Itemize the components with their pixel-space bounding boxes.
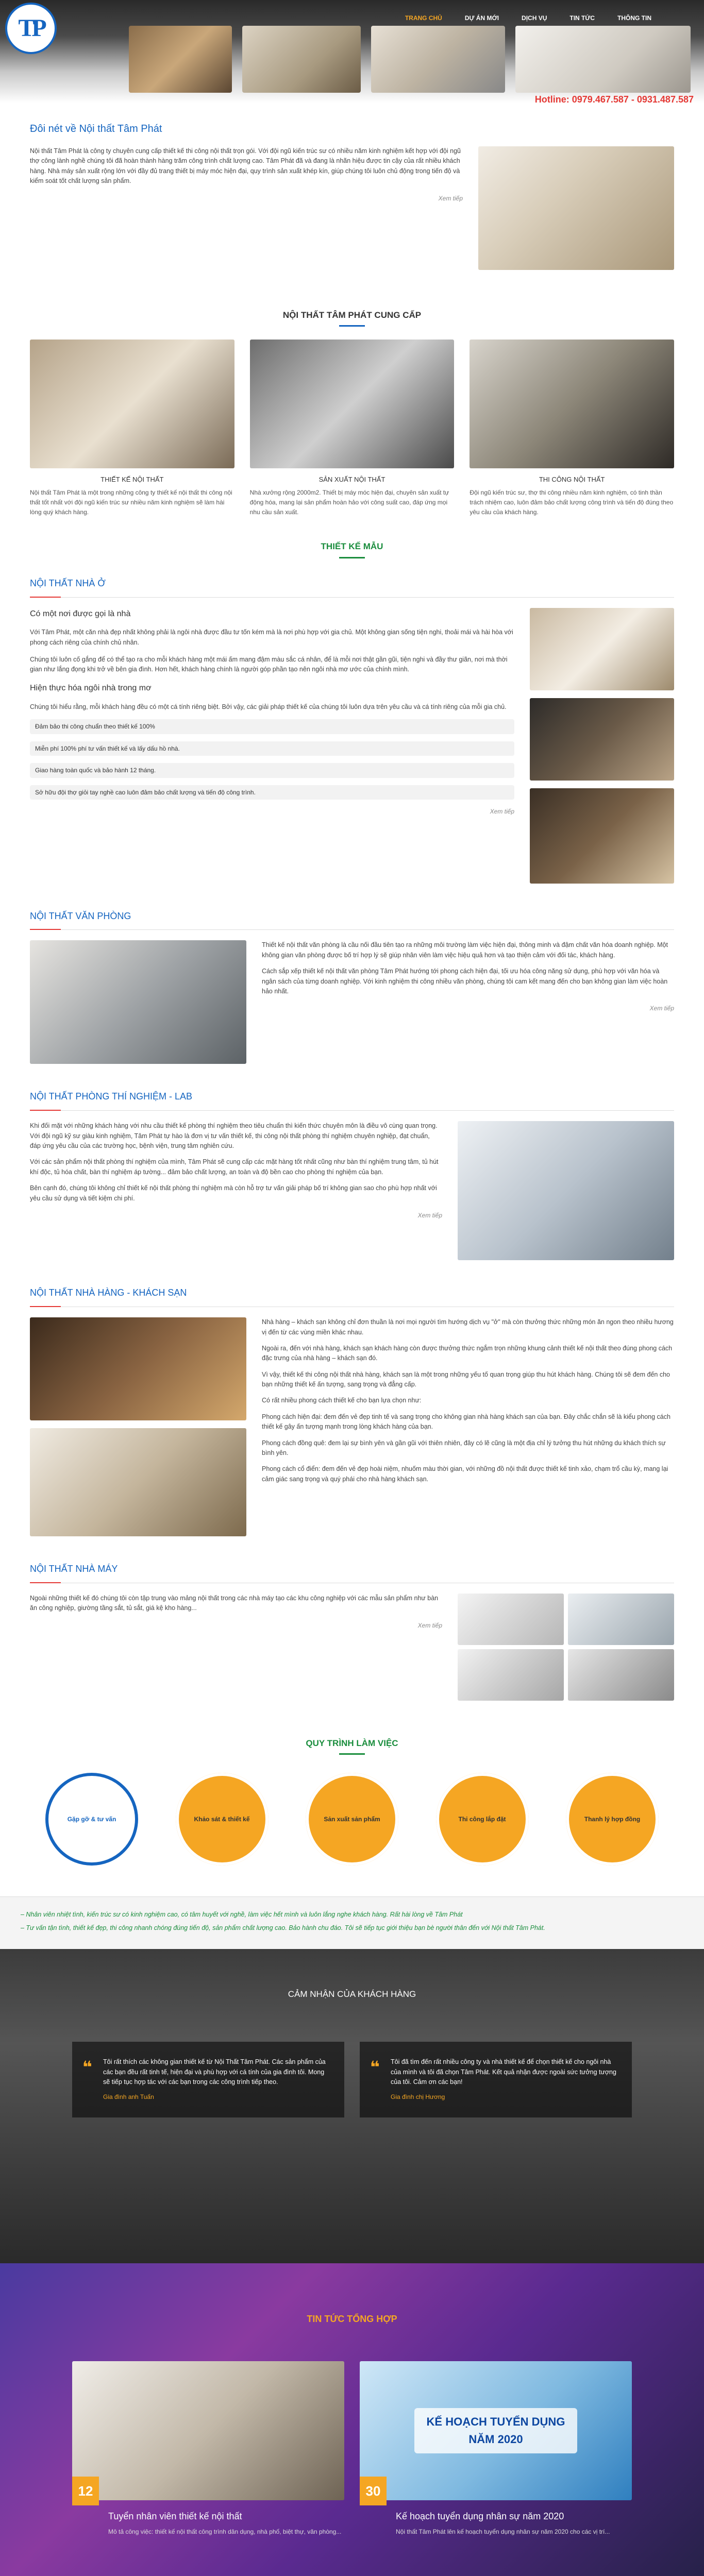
main-nav	[394, 9, 663, 27]
site-logo[interactable]	[5, 3, 57, 54]
list-item: Đảm bảo thi công chuẩn theo thiết kế 100%	[30, 719, 514, 734]
testimonial-name: Gia đình chị Hương	[391, 2093, 445, 2101]
hotel-paragraph: Phong cách cổ điển: đem đến vẻ đẹp hoài niệm, nhuốm màu thời gian, với những đồ nội thất được thiết kế tinh xảo, chạm trổ cầu kỳ, mang lại cảm giác sang trọng và quý phái cho nhà hàng khách sạn.	[262, 1465, 668, 1483]
news-section	[0, 2263, 704, 2576]
quote-text: – Nhân viên nhiệt tình, kiến trúc sư có kinh nghiệm cao, có tâm huyết với nghề, làm việc hết mình và luôn lắng nghe khách hàng. Rất hài lòng về Tâm Phát	[21, 1911, 463, 1919]
house-feature-list	[30, 719, 514, 800]
service-image	[250, 340, 455, 468]
testimonials-section	[0, 1949, 704, 2263]
intro-section	[30, 103, 674, 288]
nav-projects[interactable]: DỰ ÁN MỚI	[464, 14, 499, 22]
nav-info[interactable]: THÔNG TIN	[617, 14, 651, 22]
house-subtitle: Có một nơi được gọi là nhà	[30, 609, 131, 618]
list-item: Miễn phí 100% phí tư vấn thiết kế và lấy dấu hồ nhà.	[30, 741, 514, 756]
hotel-paragraph: Nhà hàng – khách sạn không chỉ đơn thuần là nơi mọi người tìm hướng dịch vụ "ở" mà còn thưởng thức những món ăn ngon theo nhiều hương vị đến từ các vùng miền khác nhau.	[262, 1318, 674, 1336]
service-text: Đội ngũ kiến trúc sư, thợ thi công nhiều năm kinh nghiệm, có tinh thần trách nhiệm cao, luôn đảm bảo chất lượng công trình và tiến độ đúng theo yêu cầu của khách hàng.	[470, 489, 674, 516]
list-item: Giao hàng toàn quốc và bảo hành 12 tháng.	[30, 763, 514, 778]
service-title: THI CÔNG NỘI THẤT	[539, 476, 605, 484]
header-photo-4	[515, 26, 691, 93]
hotel-paragraph: Phong cách đồng quê: đem lại sự bình yên và gần gũi với thiên nhiên, đây có lẽ cũng là một địa chỉ lý tưởng thu hút những du khách thích sự bình yên.	[262, 1439, 666, 1456]
factory-heading[interactable]: NỘI THẤT NHÀ MÁY	[30, 1562, 674, 1583]
header-photo-3	[371, 26, 505, 93]
office-paragraph: Thiết kế nội thất văn phòng là cầu nối đầu tiên tạo ra những môi trường làm việc hiện đại, thông minh và đậm chất văn hóa doanh nghiệp. Một không gian văn phòng được bố trí hợp lý sẽ giúp nhân viên làm việc hiệu quả hơn và tạo thiện cảm với đối tác, khách hàng.	[262, 941, 668, 959]
hotel-image	[30, 1428, 246, 1536]
quote-bar	[0, 1896, 704, 1949]
hotel-heading[interactable]: NỘI THẤT NHÀ HÀNG - KHÁCH SẠN	[30, 1286, 674, 1307]
site-header	[0, 0, 704, 103]
house-image	[530, 698, 674, 781]
lab-image	[458, 1121, 674, 1260]
factory-image	[568, 1649, 674, 1701]
news-headline[interactable]: Kế hoạch tuyển dụng nhân sự năm 2020	[396, 2511, 564, 2522]
models-title: THIẾT KẾ MẪU	[321, 541, 383, 552]
hotel-paragraph: Có rất nhiều phong cách thiết kế cho bạn lựa chọn như:	[262, 1397, 422, 1404]
title-underline	[339, 1753, 365, 1755]
factory-section	[30, 1562, 674, 1701]
hotel-section	[30, 1286, 674, 1544]
house-image	[530, 608, 674, 690]
service-image	[470, 340, 674, 468]
news-image	[360, 2361, 632, 2500]
lab-paragraph: Bên cạnh đó, chúng tôi không chỉ thiết kế nội thất phòng thí nghiệm mà còn hỗ trợ tư vấn giải pháp bố trí không gian sao cho phù hợp nhất với yêu cầu sử dụng và tiết kiệm chi phí.	[30, 1184, 437, 1202]
office-more-link[interactable]: Xem tiếp	[649, 1005, 674, 1012]
news-excerpt: Mô tả công việc: thiết kế nội thất công trình dân dụng, nhà phố, biệt thự, văn phòng...	[108, 2528, 342, 2536]
factory-paragraph: Ngoài những thiết kế đó chúng tôi còn tập trung vào mảng nội thất trong các nhà máy tạo các khu công nghiệp với các mẫu sản phẩm như bàn ăn công nghiệp, giường tầng sắt, tủ sắt, giá kệ kho hàng...	[30, 1595, 439, 1612]
news-date: 12	[72, 2477, 99, 2505]
house-image	[530, 788, 674, 884]
testimonial-name: Gia đình anh Tuấn	[103, 2093, 154, 2101]
intro-text: Nội thất Tâm Phát là công ty chuyên cung cấp thiết kế thi công nội thất trọn gói. Với đội ngũ kiến trúc sư có nhiều năm kinh nghiệm kết hợp với đội ngũ thợ công lành nghề chúng tôi đã hoàn thành hàng trăm công trình chất lượng cao. Tâm Phát đã và đang là nhãn hiệu được tin cậy của rất nhiều khách hàng. Nhà máy sản xuất rộng lớn với đầy đủ trang thiết bị máy móc hiện đại, quy trình sản xuất khép kín, giúp chúng tôi luôn chủ động trong tiến độ và kiểm soát tốt chất lượng sản phẩm.	[30, 147, 461, 185]
intro-more-link[interactable]: Xem tiếp	[438, 194, 463, 202]
news-image	[72, 2361, 344, 2500]
lab-section	[30, 1090, 674, 1268]
news-card[interactable]	[72, 2361, 344, 2536]
nav-services[interactable]: DỊCH VỤ	[522, 14, 547, 22]
title-underline	[339, 557, 365, 558]
news-date: 30	[360, 2477, 387, 2505]
news-card[interactable]	[360, 2361, 632, 2536]
testimonial-card	[360, 2042, 632, 2117]
testimonial-card	[72, 2042, 344, 2117]
service-title: THIẾT KẾ NỘI THẤT	[100, 476, 164, 484]
factory-image	[568, 1594, 674, 1645]
office-heading[interactable]: NỘI THẤT VĂN PHÒNG	[30, 909, 674, 930]
header-hotline[interactable]: Hotline: 0979.467.587 - 0931.487.587	[534, 94, 694, 103]
house-more-link[interactable]: Xem tiếp	[490, 808, 514, 816]
lab-paragraph: Với các sản phẩm nội thất phòng thí nghiệm của mình, Tâm Phát sẽ cung cấp các mặt hàng tốt nhất cũng như bàn thí nghiệm trung tâm, tủ hút khí độc, tủ hóa chất, bàn thí nghiệm áp tường... đảm bảo chất lượng, an toàn và độ bền cao cho phòng thí nghiệm của bạn.	[30, 1158, 439, 1176]
hotel-image	[30, 1317, 246, 1420]
intro-title: Đôi nét về Nội thất Tâm Phát	[30, 123, 162, 134]
factory-image	[458, 1649, 564, 1701]
quote-icon: ❝	[370, 2058, 380, 2077]
news-title: TIN TỨC TỔNG HỢP	[307, 2314, 397, 2325]
logo-text: TP	[18, 14, 44, 42]
factory-more-link[interactable]: Xem tiếp	[417, 1621, 442, 1629]
service-card[interactable]	[470, 340, 674, 517]
list-item: Sở hữu đội thợ giỏi tay nghề cao luôn đảm bảo chất lượng và tiến độ công trình.	[30, 785, 514, 800]
house-features-text: Chúng tôi hiểu rằng, mỗi khách hàng đều có một cá tính riêng biệt. Bởi vậy, các giải pháp thiết kế của chúng tôi luôn dựa trên yêu cầu và cá tính riêng của mỗi gia chủ.	[30, 703, 507, 710]
service-text: Nội thất Tâm Phát là một trong những công ty thiết kế nội thất thi công nội thất tốt nhất với đội ngũ kiến trúc sư nhiều năm kinh nghiệm sẽ làm hài lòng quý khách hàng.	[30, 489, 232, 516]
nav-news[interactable]: TIN TỨC	[569, 14, 595, 22]
house-paragraph: Với Tâm Phát, một căn nhà đẹp nhất không phải là ngôi nhà được đầu tư tốn kém mà là nơi phù hợp với gia chủ. Một không gian sống tiện nghi, thoải mái và hài hòa với phong cách riêng của chính chủ nhân.	[30, 629, 513, 646]
process-step: Thi công lắp đặt	[436, 1773, 529, 1866]
house-section	[30, 577, 674, 891]
service-title: SẢN XUẤT NỘI THẤT	[319, 476, 385, 484]
intro-image	[478, 146, 674, 270]
house-features-title: Hiện thực hóa ngôi nhà trong mơ	[30, 683, 152, 692]
process-step: Thanh lý hợp đồng	[566, 1773, 659, 1866]
lab-heading[interactable]: NỘI THẤT PHÒNG THÍ NGHIỆM - LAB	[30, 1090, 674, 1111]
office-image	[30, 940, 246, 1064]
services-grid	[30, 340, 674, 517]
nav-home[interactable]: TRANG CHỦ	[405, 14, 442, 22]
testimonial-text: Tôi đã tìm đến rất nhiều công ty và nhà thiết kế để chọn thiết kế cho ngôi nhà của mình và tôi đã chọn Tâm Phát. Kết quả nhận được ngoài sức tưởng tượng của tôi. Cảm ơn các bạn!	[391, 2058, 616, 2086]
quote-text: – Tư vấn tận tình, thiết kế đẹp, thi công nhanh chóng đúng tiến độ, sản phẩm chất lượng cao. Bảo hành chu đáo. Tôi sẽ tiếp tục giới thiệu bạn bè người thân đến với Nội thất Tâm Phát.	[21, 1924, 545, 1931]
house-heading[interactable]: NỘI THẤT NHÀ Ở	[30, 577, 674, 598]
process-step: Khảo sát & thiết kế	[176, 1773, 269, 1866]
lab-more-link[interactable]: Xem tiếp	[417, 1211, 442, 1219]
process-steps	[30, 1768, 674, 1871]
hotel-paragraph: Ngoài ra, đến với nhà hàng, khách sạn khách hàng còn được thưởng thức ngắm trọn những khung cảnh thiết kế nội thất theo đúng phong cách đặc trưng của nhà hàng – khách sạn đó.	[262, 1344, 673, 1362]
header-photo-1	[129, 26, 232, 93]
title-underline	[339, 325, 365, 327]
process-title: QUY TRÌNH LÀM VIỆC	[306, 1738, 398, 1749]
news-excerpt: Nội thất Tâm Phát lên kế hoạch tuyển dụng nhân sự năm 2020 cho các vị trí...	[396, 2528, 610, 2536]
hotel-paragraph: Phong cách hiện đại: đem đến vẻ đẹp tinh tế và sang trọng cho không gian nhà hàng khách sạn của bạn. Đây chắc chắn sẽ là kiểu phong cách thiết kế gây ấn tượng mạnh trong lòng khách hàng của bạn.	[262, 1413, 671, 1431]
house-paragraph: Chúng tôi luôn cố gắng để có thể tạo ra cho mỗi khách hàng một mái ấm mang đậm màu sắc cá nhân, để là mỗi nơi thật gần gũi, tiện nghi và đầy thư giãn, nơi mà thời gian như lắng đọng khi trở về bên gia đình. Hơn hết, khách hàng chính là người góp phần tạo nên ngôi nhà mơ ước của chính mình.	[30, 656, 508, 673]
process-step: Sản xuất sản phẩm	[306, 1773, 398, 1866]
lab-paragraph: Khi đối mặt với những khách hàng với nhu cầu thiết kế phòng thí nghiệm theo tiêu chuẩn thì kiến thức chuyên môn là điều vô cùng quan trọng. Với đội ngũ kỹ sư giàu kinh nghiệm, Tâm Phát tự hào là đơn vị tư vấn thiết kế, thi công nội thất phòng thí nghiệm chuyên nghiệp, đạt chuẩn, đáp ứng yêu cầu của các trường học, bệnh viện, trung tâm nghiên cứu.	[30, 1122, 438, 1150]
office-paragraph: Cách sắp xếp thiết kế nội thất văn phòng Tâm Phát hướng tới phong cách hiện đại, tối ưu hóa công năng sử dụng, phù hợp với văn hóa và ngân sách của từng doanh nghiệp. Với kinh nghiệm thi công nhiều văn phòng, chúng tôi cam kết mang đến cho bạn không gian làm việc hoàn hảo nhất.	[262, 968, 668, 995]
service-image	[30, 340, 234, 468]
hotel-paragraph: Vì vậy, thiết kế thi công nội thất nhà hàng, khách sạn là một trong những yếu tố quan trọng giúp thu hút khách hàng. Chúng tôi sẽ đem đến cho bạn những thiết kế ấn tượng, sang trọng và đẳng cấp.	[262, 1370, 671, 1388]
service-card[interactable]	[250, 340, 455, 517]
office-section	[30, 909, 674, 1072]
quote-icon: ❝	[82, 2058, 92, 2077]
testimonial-text: Tôi rất thích các không gian thiết kế từ Nội Thất Tâm Phát. Các sản phẩm của các bạn đều rất tinh tế, hiện đại và phù hợp với cá tính của gia đình tôi. Mong sẽ tiếp tục hợp tác với các bạn trong các công trình tiếp theo.	[103, 2058, 326, 2086]
service-text: Nhà xưởng rộng 2000m2. Thiết bị máy móc hiện đại, chuyên sản xuất tự động hóa, mang lại sản phẩm hoàn hảo với công suất cao, đáp ứng mọi nhu cầu sản xuất.	[249, 489, 449, 516]
process-step: Gặp gỡ & tư vấn	[45, 1773, 138, 1866]
service-card[interactable]	[30, 340, 234, 517]
news-banner-text: KẾ HOẠCH TUYỂN DỤNG NĂM 2020	[414, 2408, 578, 2453]
factory-image	[458, 1594, 564, 1645]
testimonials-title: CẢM NHẬN CỦA KHÁCH HÀNG	[288, 1989, 416, 1999]
news-headline[interactable]: Tuyển nhân viên thiết kế nội thất	[108, 2511, 242, 2522]
services-title: NỘI THẤT TÂM PHÁT CUNG CẤP	[282, 310, 422, 320]
header-photo-2	[242, 26, 361, 93]
